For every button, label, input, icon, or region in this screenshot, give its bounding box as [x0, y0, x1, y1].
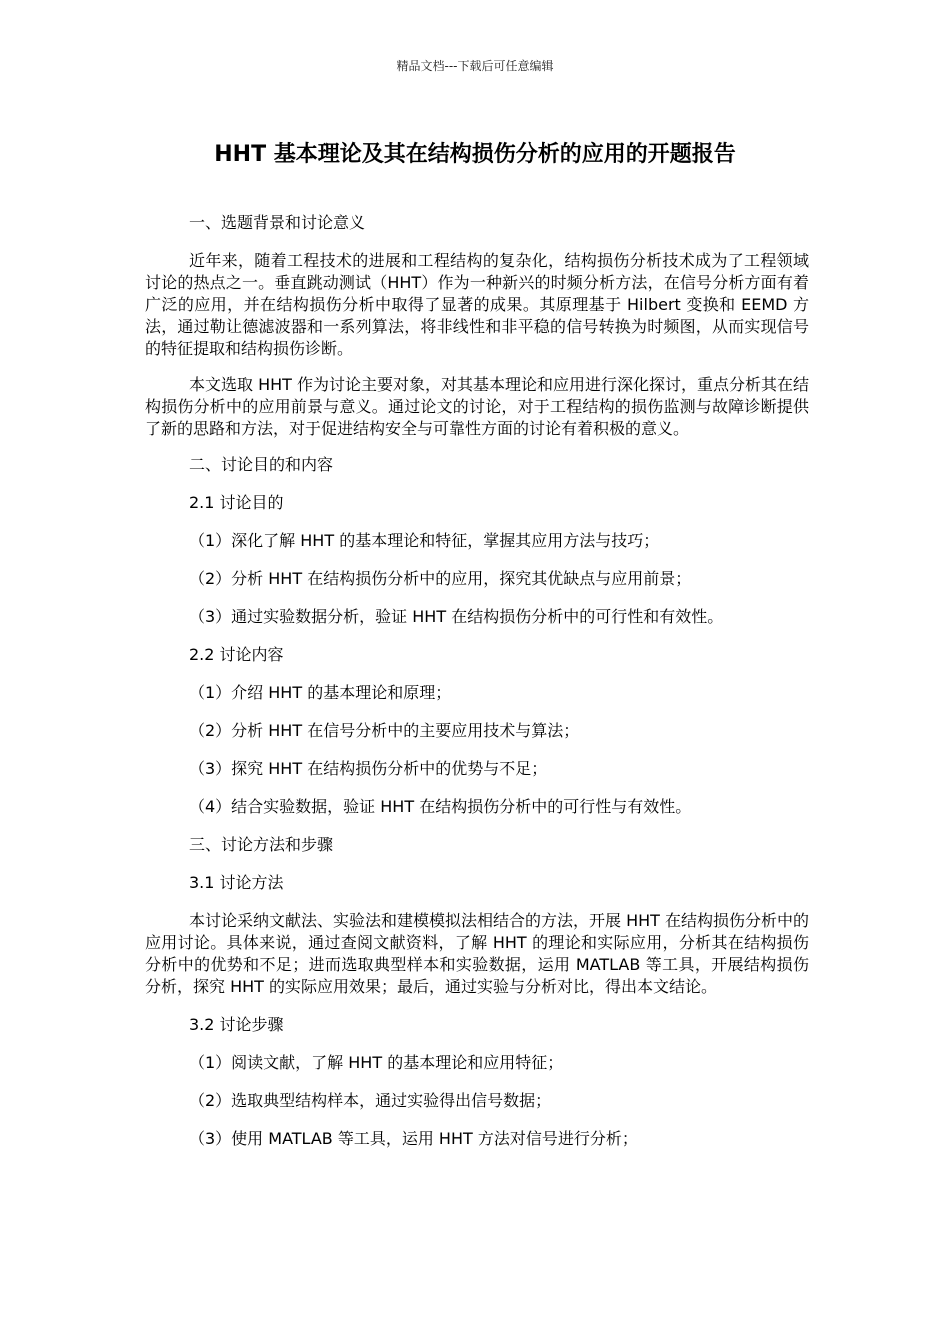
list-item: （1）阅读文献，了解 HHT 的基本理论和应用特征； [189, 1053, 564, 1072]
list-item: （3）探究 HHT 在结构损伤分析中的优势与不足； [189, 759, 548, 778]
paragraph-significance: 本文选取 HHT 作为讨论主要对象，对其基本理论和应用进行深化探讨，重点分析其在结构损伤分析中的应用前景与意义。通过论文的讨论，对于工程结构的损伤监测与故障诊断提供了新的思路和方法，对于促进结构安全与可靠性方面的讨论有着积极的意义。 [145, 375, 810, 438]
list-item: （2）分析 HHT 在信号分析中的主要应用技术与算法； [189, 721, 580, 740]
list-item: （2）分析 HHT 在结构损伤分析中的应用，探究其优缺点与应用前景； [189, 569, 692, 588]
list-item: （2）选取典型结构样本，通过实验得出信号数据； [189, 1091, 552, 1110]
section-heading-1: 一、选题背景和讨论意义 [189, 213, 366, 232]
list-item: （1）深化了解 HHT 的基本理论和特征，掌握其应用方法与技巧； [189, 531, 660, 550]
paragraph-background: 近年来，随着工程技术的进展和工程结构的复杂化，结构损伤分析技术成为了工程领域讨论的热点之一。垂直跳动测试（HHT）作为一种新兴的时频分析方法，在信号分析方面有着广泛的应用，并在结构损伤分析中取得了显著的成果。其原理基于 Hilbert 变换和 EEMD 方法，通过勒让德滤波器和一系列算法，将非线性和非平稳的信号转换为时频图，从而实现信号的特征提取和结构损伤诊断。 [145, 251, 809, 358]
list-item: （3）通过实验数据分析，验证 HHT 在结构损伤分析中的可行性和有效性。 [189, 607, 724, 626]
section-heading-2: 二、讨论目的和内容 [189, 455, 334, 474]
subsection-heading-2-2: 2.2 讨论内容 [189, 645, 284, 664]
document-body [145, 212, 809, 1150]
subsection-heading-3-2: 3.2 讨论步骤 [189, 1015, 284, 1034]
document-title: HHT 基本理论及其在结构损伤分析的应用的开题报告 [214, 142, 736, 167]
header-note: 精品文档---下载后可任意编辑 [396, 59, 554, 73]
subsection-heading-2-1: 2.1 讨论目的 [189, 493, 284, 512]
section-heading-3: 三、讨论方法和步骤 [189, 835, 334, 854]
list-item: （3）使用 MATLAB 等工具，运用 HHT 方法对信号进行分析； [189, 1129, 638, 1148]
list-item: （1）介绍 HHT 的基本理论和原理； [189, 683, 452, 702]
paragraph-method: 本讨论采纳文献法、实验法和建模模拟法相结合的方法，开展 HHT 在结构损伤分析中的应用讨论。具体来说，通过查阅文献资料，了解 HHT 的理论和实际应用，分析其在结构损伤分析中的优势和不足；进而选取典型样本和实验数据，运用 MATLAB 等工具，开展结构损伤分析，探究 HHT 的实际应用效果；最后，通过实验与分析对比，得出本文结论。 [145, 911, 810, 996]
list-item: （4）结合实验数据，验证 HHT 在结构损伤分析中的可行性与有效性。 [189, 797, 692, 816]
subsection-heading-3-1: 3.1 讨论方法 [189, 873, 284, 892]
